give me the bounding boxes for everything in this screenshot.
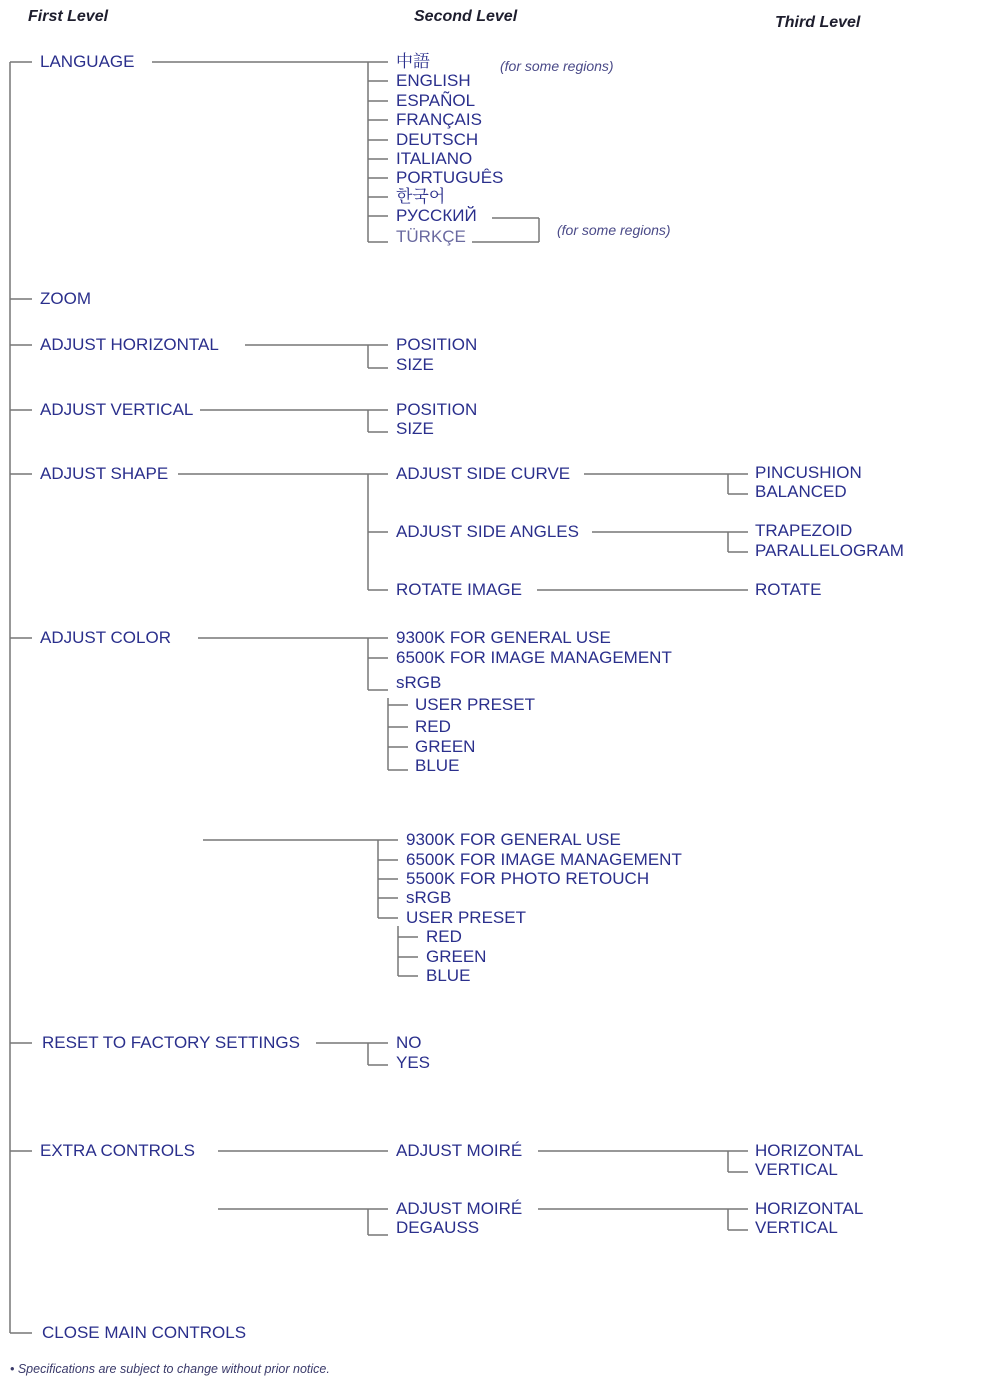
color-option: sRGB bbox=[396, 673, 442, 692]
color-sub-option: USER PRESET bbox=[415, 695, 535, 714]
vertical-size-option: SIZE bbox=[396, 419, 434, 438]
menu-adjust-horizontal: ADJUST HORIZONTAL bbox=[40, 335, 219, 354]
balanced-option: BALANCED bbox=[755, 482, 847, 501]
moire-horizontal-option: HORIZONTAL bbox=[755, 1141, 864, 1160]
color-option: sRGB bbox=[406, 888, 452, 907]
color-sub-option: GREEN bbox=[426, 947, 487, 966]
reset-yes-option: YES bbox=[396, 1053, 431, 1072]
color-option: USER PRESET bbox=[406, 908, 526, 927]
moire-vertical-option: VERTICAL bbox=[755, 1160, 838, 1179]
language-option: PORTUGUÊS bbox=[396, 168, 504, 187]
color-option: 6500K FOR IMAGE MANAGEMENT bbox=[396, 648, 672, 667]
moire-horizontal-option: HORIZONTAL bbox=[755, 1199, 864, 1218]
color-sub-option: RED bbox=[426, 927, 462, 946]
menu-adjust-vertical: ADJUST VERTICAL bbox=[40, 400, 194, 419]
trapezoid-option: TRAPEZOID bbox=[755, 521, 853, 540]
adjust-side-curve: ADJUST SIDE CURVE bbox=[396, 464, 571, 483]
rotate-image: ROTATE IMAGE bbox=[396, 580, 522, 599]
language-option: РУССКИЙ bbox=[396, 206, 477, 225]
pincushion-option: PINCUSHION bbox=[755, 463, 862, 482]
color-sub-option: RED bbox=[415, 717, 451, 736]
color-option: 9300K FOR GENERAL USE bbox=[396, 628, 611, 647]
color-option: 9300K FOR GENERAL USE bbox=[406, 830, 621, 849]
language-option: ITALIANO bbox=[396, 149, 473, 168]
adjust-side-angles: ADJUST SIDE ANGLES bbox=[396, 522, 579, 541]
menu-close-main-controls: CLOSE MAIN CONTROLS bbox=[42, 1323, 247, 1342]
vertical-position-option: POSITION bbox=[396, 400, 478, 419]
header-second-level: Second Level bbox=[414, 8, 518, 25]
color-sub-option: BLUE bbox=[415, 756, 460, 775]
footnote: • Specifications are subject to change without prior notice. bbox=[10, 1362, 330, 1376]
rotate-option: ROTATE bbox=[755, 580, 822, 599]
adjust-moire: ADJUST MOIRÉ bbox=[396, 1141, 523, 1160]
menu-reset-factory: RESET TO FACTORY SETTINGS bbox=[42, 1033, 300, 1052]
color-option: 5500K FOR PHOTO RETOUCH bbox=[406, 869, 650, 888]
header-first-level: First Level bbox=[28, 8, 109, 25]
language-option: 한국어 bbox=[396, 187, 446, 206]
horizontal-position-option: POSITION bbox=[396, 335, 478, 354]
horizontal-size-option: SIZE bbox=[396, 355, 434, 374]
moire-vertical-option: VERTICAL bbox=[755, 1218, 838, 1237]
region-note: (for some regions) bbox=[500, 58, 614, 74]
menu-zoom: ZOOM bbox=[40, 289, 91, 308]
language-option: DEUTSCH bbox=[396, 130, 479, 149]
menu-language: LANGUAGE bbox=[40, 52, 135, 71]
language-option: TÜRKÇE bbox=[396, 227, 466, 246]
language-option: ENGLISH bbox=[396, 71, 471, 90]
color-sub-option: BLUE bbox=[426, 966, 471, 985]
header-third-level: Third Level bbox=[775, 14, 861, 31]
degauss-option: DEGAUSS bbox=[396, 1218, 480, 1237]
region-note: (for some regions) bbox=[557, 222, 671, 238]
menu-adjust-shape: ADJUST SHAPE bbox=[40, 464, 169, 483]
language-option: FRANÇAIS bbox=[396, 110, 482, 129]
parallelogram-option: PARALLELOGRAM bbox=[755, 541, 904, 560]
color-sub-option: GREEN bbox=[415, 737, 476, 756]
language-option: ESPAÑOL bbox=[396, 91, 476, 110]
adjust-moire: ADJUST MOIRÉ bbox=[396, 1199, 523, 1218]
reset-no-option: NO bbox=[396, 1033, 422, 1052]
color-option: 6500K FOR IMAGE MANAGEMENT bbox=[406, 850, 682, 869]
language-option: 中語 bbox=[396, 52, 430, 71]
menu-adjust-color: ADJUST COLOR bbox=[40, 628, 171, 647]
menu-extra-controls: EXTRA CONTROLS bbox=[40, 1141, 195, 1160]
